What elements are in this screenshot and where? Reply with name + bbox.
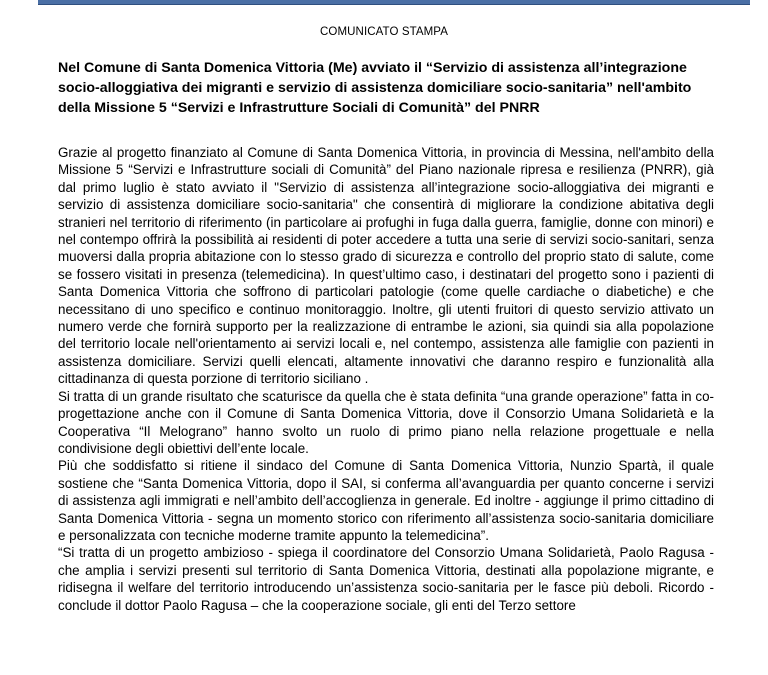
document-label: COMUNICATO STAMPA — [320, 26, 448, 38]
body-paragraph: Si tratta di un grande risultato che scaturisce da quella che è stata definita “una grande operazione” fatta in co-progettazione anche con il Comune di Santa Domenica Vittoria, dove il Consorzio Umana Solidarietà e la Cooperativa “Il Melograno” hanno svolto un ruolo di primo piano nella relazione progettuale e nella condivisione degli obiettivi dell’ente locale. — [58, 388, 714, 456]
document-headline: Nel Comune di Santa Domenica Vittoria (Me) avviato il “Servizio di assistenza all’integrazione socio-alloggiativa dei migranti e servizio di assistenza domiciliare socio-sanitaria” nell'ambito della Missione 5 “Servizi e Infrastrutture Sociali di Comunità” del PNRR — [58, 60, 692, 116]
body-paragraph: “Si tratta di un progetto ambizioso - spiega il coordinatore del Consorzio Umana Solidarietà, Paolo Ragusa - che amplia i servizi presenti sul territorio di Santa Domenica Vittoria, destinati alla popolazione migrante, e ridisegna il welfare del territorio introducendo un’assistenza socio-sanitaria per le fasce più deboli. Ricordo - conclude il dottor Paolo Ragusa – che la cooperazione sociale, gli enti del Terzo settore — [58, 545, 714, 613]
document-body — [58, 144, 714, 614]
body-paragraph: Grazie al progetto finanziato al Comune di Santa Domenica Vittoria, in provincia di Messina, nell'ambito della Missione 5 “Servizi e Infrastrutture sociali di Comunità” del Piano nazionale ripresa e resilienza (PNRR), già dal primo luglio è stato avviato il "Servizio di assistenza all’integrazione socio-alloggiativa dei migranti e servizio di assistenza domiciliare socio-sanitaria" che consentirà di migliorare la condizione abitativa degli stranieri nel territorio di riferimento (in particolare ai profughi in fuga dalla guerra, famiglie, donne con minori) e nel contempo offrirà la possibilità ai residenti di poter accedere a tutta una serie di servizi socio-sanitari, senza muoversi dalla propria abitazione con lo stesso grado di sicurezza e controllo del proprio stato di salute, come se fossero visitati in presenza (telemedicina). In quest’ultimo caso, i destinatari del progetto sono i pazienti di Santa Domenica Vittoria che soffrono di particolari patologie (come quelle cardiache o diabetiche) e che necessitano di uno specifico e continuo monitoraggio. Inoltre, gli utenti fruitori di questo servizio attivato un numero verde che fornirà supporto per la realizzazione di entrambe le azioni, sia quindi sia alla popolazione del territorio locale nell'orientamento ai servizi locali e, nel contempo, assistenza alle famiglie con pazienti in assistenza domiciliare. Servizi quelli elencati, altamente innovativi che daranno respiro e funzionalità alla cittadinanza di questa porzione di territorio siciliano . — [58, 145, 714, 387]
body-paragraph: Più che soddisfatto si ritiene il sindaco del Comune di Santa Domenica Vittoria, Nunzio Spartà, il quale sostiene che “Santa Domenica Vittoria, dopo il SAI, si conferma all’avanguardia per quanto concerne i servizi di assistenza agli immigrati e nell’ambito dell’accoglienza in generale. Ed inoltre - aggiunge il primo cittadino di Santa Domenica Vittoria - segna un momento storico con riferimento all’assistenza socio-sanitaria domiciliare e personalizzata con tecniche moderne tramite appunto la telemedicina”. — [58, 458, 714, 543]
header-rule — [38, 0, 750, 5]
